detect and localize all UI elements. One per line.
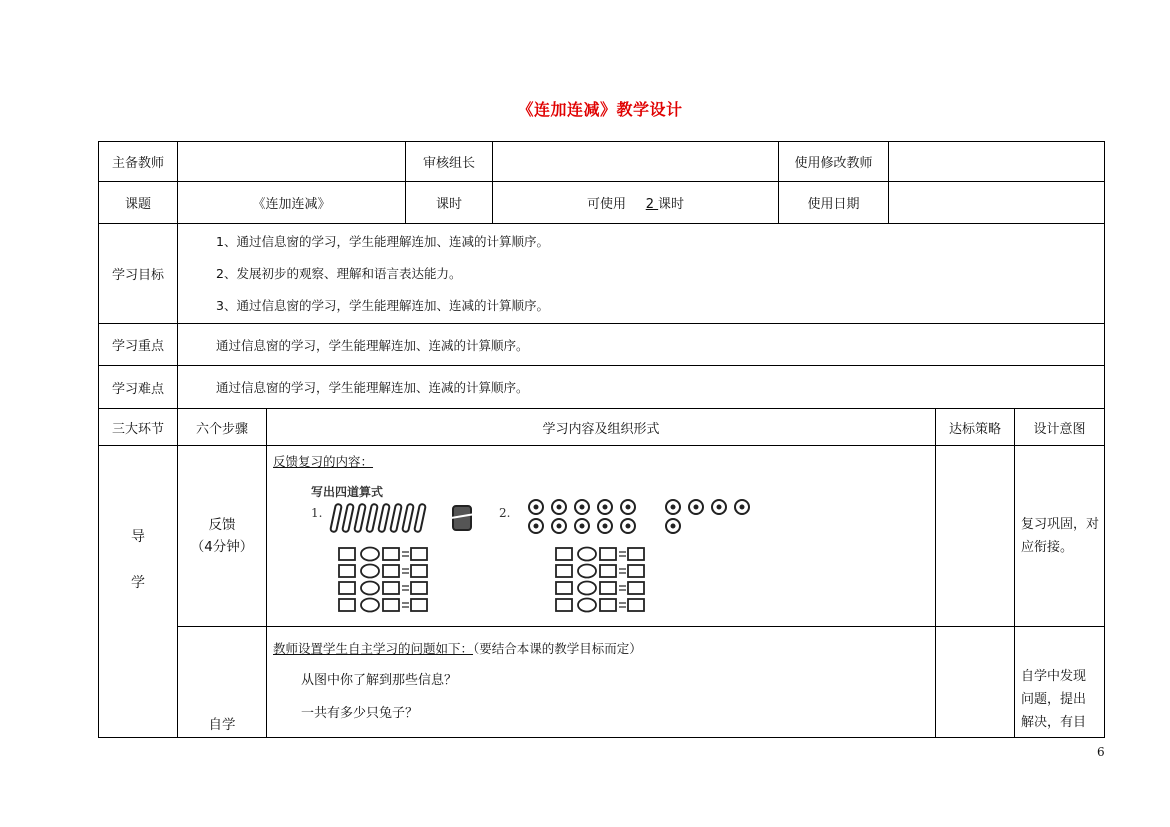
revising-teacher-label: 使用修改教师: [779, 142, 889, 182]
stick-bundle-icons: [330, 504, 426, 533]
topic-value: 《连加连减》: [178, 182, 406, 224]
answer-box: [556, 582, 572, 594]
stage-guide-char: 导: [131, 529, 145, 545]
objectives-list: [178, 224, 1105, 324]
date-label: 使用日期: [779, 182, 889, 224]
feedback-intent: 复习巩固，对应衔接。: [1015, 446, 1105, 627]
process-table: [98, 408, 1105, 738]
answer-box: [339, 548, 355, 560]
answer-box: [411, 599, 427, 611]
equation-grid-left: [339, 548, 427, 612]
header-row-topic: [99, 182, 1105, 224]
feedback-row: [99, 446, 1105, 627]
objective-item: 1、通过信息窗的学习，学生能理解连加、连减的计算顺序。: [216, 233, 549, 249]
col-intent: 设计意图: [1015, 409, 1105, 446]
answer-box: [556, 548, 572, 560]
answer-box: [383, 599, 399, 611]
bundle-icon: [451, 506, 475, 530]
answer-box: [339, 599, 355, 611]
answer-box: [556, 599, 572, 611]
period-label: 课时: [406, 182, 493, 224]
selfstudy-intent: 自学中发现问题，提出解决，有目: [1015, 627, 1105, 738]
answer-box: [411, 582, 427, 594]
lead-teacher-field[interactable]: [178, 142, 406, 182]
date-field[interactable]: [889, 182, 1105, 224]
selfstudy-strategy: [936, 627, 1015, 738]
topic-label: 课题: [99, 182, 178, 224]
step-selfstudy: 自学: [178, 627, 267, 738]
objectives-label: 学习目标: [99, 224, 178, 324]
selfstudy-row: [99, 627, 1105, 738]
operator-circle: [578, 548, 596, 561]
stage-guide: [99, 446, 178, 738]
objectives-table: [98, 223, 1105, 409]
ball-icons: [529, 500, 749, 533]
document-title: 《连加连减》教学设计: [517, 100, 683, 119]
answer-box: [383, 565, 399, 577]
revising-teacher-field[interactable]: [889, 142, 1105, 182]
answer-box: [411, 565, 427, 577]
difficulty-label: 学习难点: [99, 366, 178, 409]
col-strategy: 达标策略: [936, 409, 1015, 446]
header-table: [98, 141, 1105, 224]
period-suffix: 课时: [658, 197, 685, 212]
answer-box: [411, 548, 427, 560]
q1-number: 1.: [311, 506, 323, 520]
difficulty-row: [99, 366, 1105, 409]
key-point-row: [99, 324, 1105, 366]
table-wrapper: [98, 141, 1104, 738]
operator-circle: [361, 565, 379, 578]
key-point-label: 学习重点: [99, 324, 178, 366]
feedback-content: [267, 446, 936, 627]
answer-box: [600, 599, 616, 611]
step-feedback: [178, 446, 267, 627]
q2-number: 2.: [499, 506, 511, 520]
operator-circle: [578, 565, 596, 578]
selfstudy-question: 从图中你了解到那些信息？: [301, 673, 458, 688]
answer-box: [339, 565, 355, 577]
answer-box: [383, 582, 399, 594]
answer-box: [600, 582, 616, 594]
selfstudy-heading: 教师设置学生自主学习的问题如下：: [273, 641, 474, 656]
operator-circle: [578, 582, 596, 595]
col-content: 学习内容及组织形式: [267, 409, 936, 446]
worksheet-figure: [273, 474, 773, 614]
selfstudy-note: （要结合本课的教学目标而定）: [473, 641, 642, 656]
col-step: 六个步骤: [178, 409, 267, 446]
review-group-field[interactable]: [493, 142, 779, 182]
review-group-label: 审核组长: [406, 142, 493, 182]
page-number: 6: [1097, 745, 1105, 759]
col-stage: 三大环节: [99, 409, 178, 446]
period-count: 2: [645, 197, 654, 212]
difficulty-text: 通过信息窗的学习，学生能理解连加、连减的计算顺序。: [178, 366, 1105, 409]
lead-teacher-label: 主备教师: [99, 142, 178, 182]
feedback-heading: 反馈复习的内容：: [273, 454, 374, 469]
answer-box: [556, 565, 572, 577]
step-feedback-time: （4分钟）: [190, 539, 254, 555]
answer-box: [628, 582, 644, 594]
step-feedback-name: 反馈: [208, 517, 236, 533]
selfstudy-question: 一共有多少只兔子？: [301, 706, 419, 721]
selfstudy-heading-line: [273, 639, 935, 657]
answer-box: [600, 548, 616, 560]
answer-box: [383, 548, 399, 560]
period-prefix: 可使用: [586, 197, 626, 212]
answer-box: [339, 582, 355, 594]
answer-box: [628, 599, 644, 611]
objective-item: 3、通过信息窗的学习，学生能理解连加、连减的计算顺序。: [216, 297, 549, 313]
header-row-teachers: [99, 142, 1105, 182]
equation-grid-right: [556, 548, 644, 612]
period-value: [493, 182, 779, 224]
key-point-text: 通过信息窗的学习，学生能理解连加、连减的计算顺序。: [178, 324, 1105, 366]
objective-item: 2、发展初步的观察、理解和语言表达能力。: [216, 265, 462, 281]
feedback-strategy: [936, 446, 1015, 627]
selfstudy-content: [267, 627, 936, 738]
operator-circle: [578, 599, 596, 612]
answer-box: [628, 548, 644, 560]
objectives-row: [99, 224, 1105, 324]
answer-box: [600, 565, 616, 577]
operator-circle: [361, 582, 379, 595]
answer-box: [628, 565, 644, 577]
process-header-row: [99, 409, 1105, 446]
operator-circle: [361, 599, 379, 612]
operator-circle: [361, 548, 379, 561]
stage-guide-char: 学: [131, 575, 145, 591]
worksheet-heading: 写出四道算式: [311, 485, 384, 499]
